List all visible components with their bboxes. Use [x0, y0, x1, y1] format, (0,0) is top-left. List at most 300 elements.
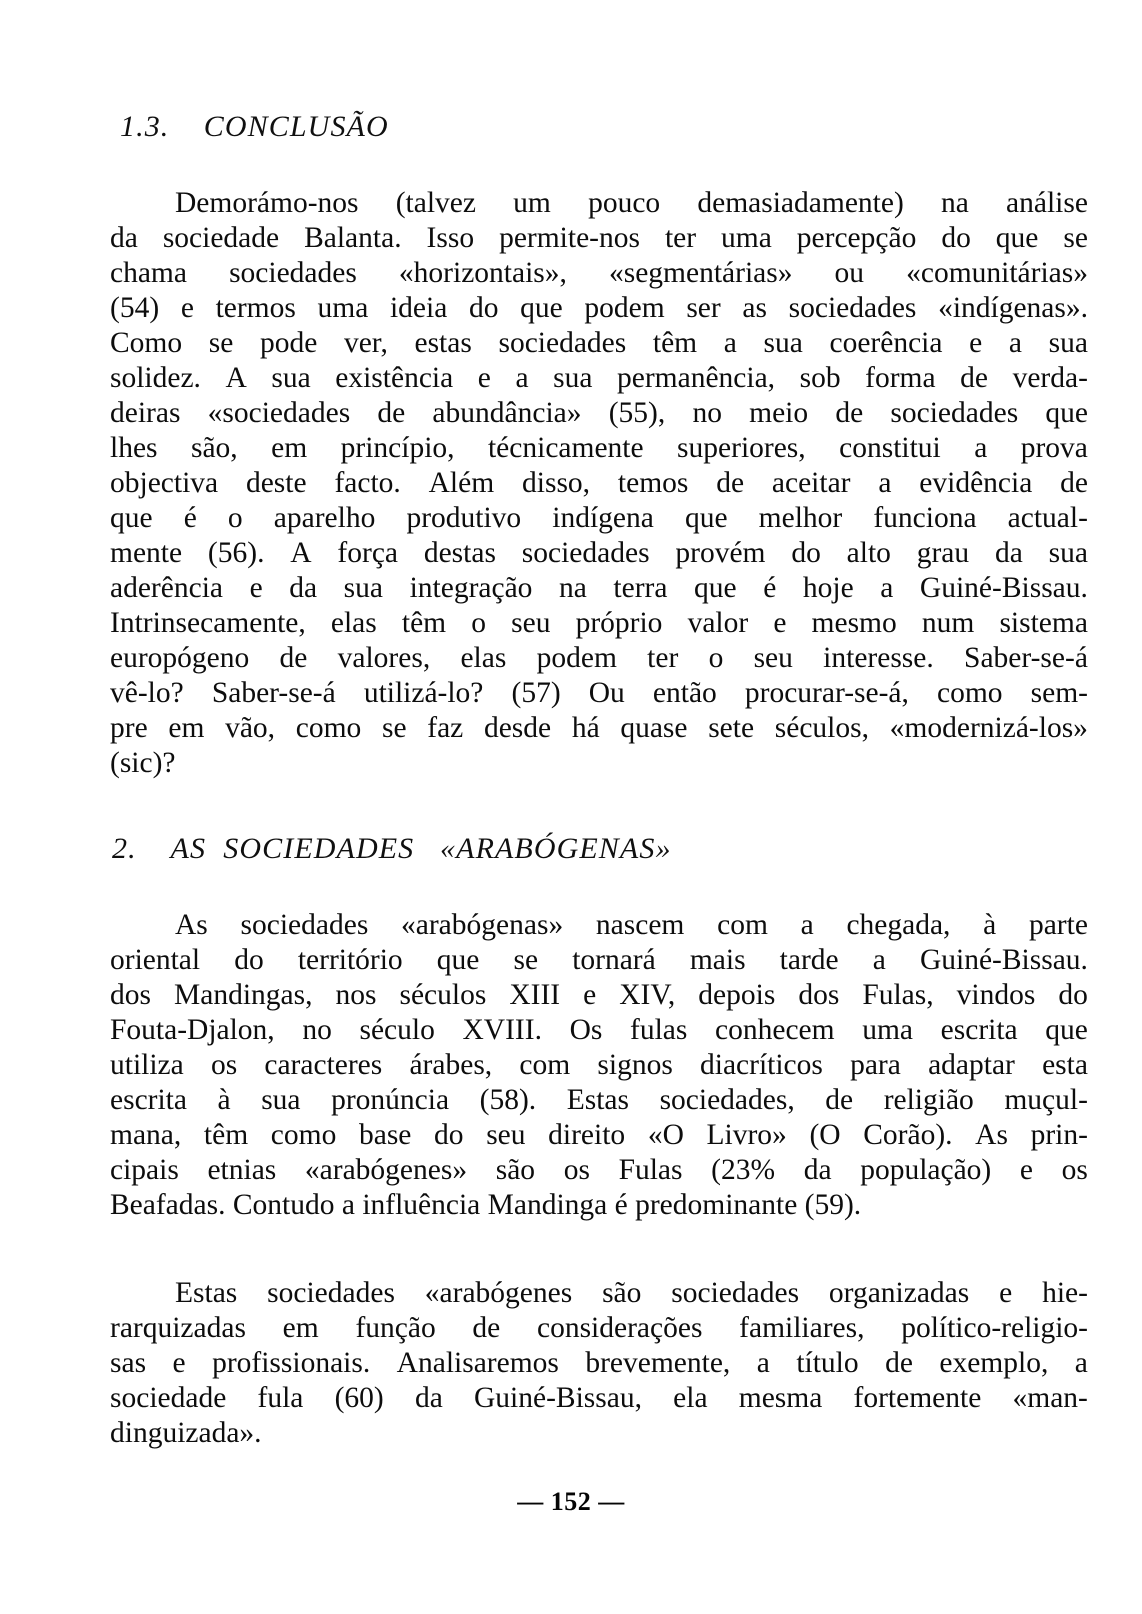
text-word: pre — [110, 712, 148, 744]
text-word: sob — [799, 362, 841, 394]
text-word: na — [940, 187, 969, 219]
text-word: como — [937, 677, 1003, 709]
text-word: utiliza — [110, 1049, 184, 1081]
text-word: Estas — [175, 1277, 238, 1309]
text-word: parte — [1028, 909, 1088, 941]
text-word: que — [694, 572, 737, 604]
text-word: hoje — [802, 572, 854, 604]
text-word: Isso — [426, 222, 475, 254]
text-word: aparelho — [273, 502, 376, 534]
text-word: técnicamente — [487, 432, 644, 464]
text-word: sete — [708, 712, 755, 744]
text-word: e — [773, 607, 787, 639]
text-word: destas — [423, 537, 496, 569]
text-line — [110, 606, 1088, 641]
text-word: Guiné-Bissau, — [474, 1382, 642, 1414]
text-word: e — [969, 327, 983, 359]
text-word: quase — [620, 712, 688, 744]
text-word: mesmo — [811, 607, 897, 639]
text-word: a — [880, 572, 894, 604]
text-word: hie- — [1042, 1277, 1088, 1309]
text-word: base — [358, 1119, 412, 1151]
text-word: século — [359, 1014, 435, 1046]
text-word: da — [994, 537, 1023, 569]
text-word: têm — [401, 607, 447, 639]
text-word: no — [692, 397, 722, 429]
text-word: de — [1060, 467, 1088, 499]
text-word: «O — [647, 1119, 684, 1151]
text-word: mana, — [110, 1119, 182, 1151]
text-word: indígena — [552, 502, 654, 534]
text-line — [110, 1118, 1088, 1153]
text-word: A — [290, 537, 312, 569]
text-word: como — [295, 712, 362, 744]
text-word: utilizá-lo? — [363, 677, 484, 709]
text-word: vindos — [956, 979, 1036, 1011]
text-word: valores, — [337, 642, 431, 674]
text-word: Fouta-Djalon, — [110, 1014, 275, 1046]
text-word: de — [960, 362, 988, 394]
text-word: Mandingas, — [174, 979, 313, 1011]
text-word: caracteres — [264, 1049, 383, 1081]
text-word: elas — [330, 607, 377, 639]
text-word: «sociedades — [207, 397, 351, 429]
text-word: pode — [259, 327, 318, 359]
text-line — [110, 1083, 1088, 1118]
text-word: em — [282, 1312, 319, 1344]
text-word: séculos — [399, 979, 487, 1011]
text-word: Fulas — [618, 1154, 683, 1186]
text-word: território — [297, 944, 403, 976]
text-word: ela — [673, 1382, 708, 1414]
text-word: permite-nos — [499, 222, 640, 254]
text-word: sua — [1048, 537, 1088, 569]
text-word: nascem — [595, 909, 685, 941]
text-word: (57) — [511, 677, 561, 709]
text-word: cipais — [110, 1154, 179, 1186]
text-word: que — [684, 502, 728, 534]
text-word: termos — [215, 292, 296, 324]
text-word: a — [756, 1347, 770, 1379]
text-word: terra — [613, 572, 668, 604]
text-word: deiras — [110, 397, 181, 429]
text-word: são — [602, 1277, 642, 1309]
text-word: signos — [597, 1049, 673, 1081]
text-word: funciona — [873, 502, 977, 534]
text-word: fortemente — [853, 1382, 982, 1414]
text-word: «segmentárias» — [608, 257, 793, 289]
text-word: mente — [110, 537, 183, 569]
text-word: XVIII. — [462, 1014, 542, 1046]
text-line — [110, 711, 1088, 746]
text-word: Guiné-Bissau. — [919, 944, 1088, 976]
text-word: diacríticos — [700, 1049, 823, 1081]
text-word: e — [1019, 1154, 1033, 1186]
text-word: sociedade — [110, 1382, 227, 1414]
text-word: próprio — [575, 607, 663, 639]
text-word: Analisaremos — [396, 1347, 559, 1379]
text-word: que — [110, 502, 153, 534]
text-word: sua — [343, 572, 383, 604]
text-word: forma — [865, 362, 936, 394]
text-word: alto — [846, 537, 891, 569]
text-word: depois — [698, 979, 776, 1011]
text-word: «comunitárias» — [906, 257, 1088, 289]
text-word: religião — [883, 1084, 974, 1116]
text-word: ser — [686, 292, 721, 324]
text-word: em — [271, 432, 308, 464]
text-word: que — [436, 944, 480, 976]
text-word: rarquizadas — [110, 1312, 246, 1344]
text-word: permanência, — [616, 362, 776, 394]
text-word: (60) — [334, 1382, 384, 1414]
text-word: dos — [110, 979, 151, 1011]
text-word: chama — [110, 257, 187, 289]
text-word: sociedades — [229, 257, 357, 289]
text-word: As — [975, 1119, 1008, 1151]
text-word: objectiva — [110, 467, 219, 499]
text-word: e — [583, 979, 597, 1011]
text-line — [110, 641, 1088, 676]
text-line — [110, 326, 1088, 361]
text-word: o — [708, 642, 724, 674]
text-line — [110, 396, 1088, 431]
text-word: ter — [664, 222, 697, 254]
text-word: «indígenas». — [938, 292, 1088, 324]
text-word: considerações — [536, 1312, 703, 1344]
text-word: «arabógenes — [424, 1277, 573, 1309]
text-word: prin- — [1030, 1119, 1088, 1151]
text-line — [110, 291, 1088, 326]
text-word: de — [377, 397, 406, 429]
text-word: europógeno — [110, 642, 250, 674]
text-word: princípio, — [340, 432, 455, 464]
text-word: no — [302, 1014, 332, 1046]
text-word: a — [974, 432, 988, 464]
text-word: prova — [1020, 432, 1088, 464]
text-line — [110, 221, 1088, 256]
text-word: a — [1074, 1347, 1088, 1379]
text-word: «arabógenas» — [401, 909, 564, 941]
text-word: brevemente, — [585, 1347, 731, 1379]
text-line — [110, 1311, 1088, 1346]
text-word: a — [878, 467, 892, 499]
text-word: pouco — [588, 187, 661, 219]
text-word: a — [1008, 327, 1022, 359]
text-word: familiares, — [739, 1312, 865, 1344]
text-word: análise — [1006, 187, 1088, 219]
text-word: para — [850, 1049, 901, 1081]
text-word: facto. — [334, 467, 401, 499]
text-word: uma — [317, 292, 369, 324]
text-word: sua — [1048, 327, 1088, 359]
text-word: então — [652, 677, 717, 709]
text-word: Corão). — [863, 1119, 953, 1151]
text-word: Saber-se-á — [964, 642, 1088, 674]
text-word: oriental — [110, 944, 201, 976]
text-word: verda- — [1012, 362, 1088, 394]
body-paragraph-2 — [110, 908, 1088, 1223]
text-word: melhor — [758, 502, 843, 534]
text-word: sociedades — [671, 1277, 800, 1309]
text-word: é — [183, 502, 197, 534]
text-line — [110, 978, 1088, 1013]
text-line — [175, 186, 1088, 221]
body-paragraph-3 — [110, 1276, 1088, 1451]
text-word: conhecem — [715, 1014, 835, 1046]
text-word: de — [885, 1347, 913, 1379]
text-word: A — [225, 362, 247, 394]
text-line — [110, 501, 1088, 536]
text-word: e — [249, 572, 263, 604]
text-word: ou — [834, 257, 865, 289]
text-line — [110, 256, 1088, 291]
text-word: seu — [511, 607, 551, 639]
text-word: aderência — [110, 572, 223, 604]
text-word: do — [791, 537, 821, 569]
text-word: elas — [460, 642, 507, 674]
text-word: fula — [257, 1382, 304, 1414]
text-line — [110, 1013, 1088, 1048]
text-word: valor — [687, 607, 749, 639]
text-word: o — [227, 502, 243, 534]
text-word: organizadas — [828, 1277, 970, 1309]
text-word: «arabógenes» — [304, 1154, 468, 1186]
text-word: existência — [335, 362, 454, 394]
text-word: que — [995, 222, 1039, 254]
text-word: população) — [860, 1154, 992, 1186]
text-word: se — [513, 944, 539, 976]
text-word: da — [110, 222, 138, 254]
text-word: da — [414, 1382, 443, 1414]
text-word: com — [519, 1049, 571, 1081]
text-word: seu — [486, 1119, 526, 1151]
text-word: se — [208, 327, 234, 359]
text-line — [110, 536, 1088, 571]
text-word: esta — [1042, 1049, 1088, 1081]
text-word: lhes — [110, 432, 158, 464]
text-word: do — [1058, 979, 1088, 1011]
text-word: Como — [110, 327, 183, 359]
text-word: pronúncia — [331, 1084, 450, 1116]
text-word: do — [434, 1119, 464, 1151]
text-word: integração — [409, 572, 533, 604]
text-word: nos — [335, 979, 377, 1011]
text-line — [110, 1048, 1088, 1083]
text-word: o — [471, 607, 487, 639]
text-word: estas — [414, 327, 472, 359]
text-word: e — [999, 1277, 1013, 1309]
text-word: seu — [753, 642, 793, 674]
text-line: Beafadas. Contudo a influência Mandinga é predominante (59). — [110, 1189, 862, 1221]
text-word: direito — [548, 1119, 626, 1151]
text-word: (O — [809, 1119, 841, 1151]
text-word: (talvez — [395, 187, 476, 219]
text-word: do — [234, 944, 264, 976]
page-number-footer: — 152 — — [517, 1487, 625, 1516]
text-word: é — [763, 572, 777, 604]
text-word: a — [872, 944, 886, 976]
text-word: uma — [862, 1014, 914, 1046]
text-word: a — [515, 362, 529, 394]
text-word: tornará — [572, 944, 656, 976]
text-word: árabes, — [409, 1049, 493, 1081]
text-word: a — [800, 909, 814, 941]
text-word: sua — [271, 362, 311, 394]
text-word: profissionais. — [212, 1347, 371, 1379]
text-word: ter — [647, 642, 679, 674]
text-line — [110, 431, 1088, 466]
text-line — [175, 908, 1088, 943]
text-word: Estas — [566, 1084, 629, 1116]
text-word: meio — [749, 397, 809, 429]
text-word: sociedades — [521, 537, 650, 569]
text-word: desde — [483, 712, 552, 744]
text-word: podem — [536, 642, 617, 674]
text-word: do — [468, 292, 499, 324]
text-line — [110, 1153, 1088, 1188]
text-word: à — [217, 1084, 231, 1116]
text-word: muçul- — [1004, 1084, 1088, 1116]
text-word: (58). — [479, 1084, 537, 1116]
text-word: Intrinsecamente, — [110, 607, 306, 639]
text-word: XIII — [509, 979, 561, 1011]
section-heading-2: 2. AS SOCIEDADES «ARABÓGENAS» — [112, 832, 672, 865]
text-word: um — [513, 187, 551, 219]
text-word: deste — [245, 467, 307, 499]
text-word: temos — [617, 467, 689, 499]
text-word: na — [559, 572, 587, 604]
text-line — [110, 676, 1088, 711]
text-word: provém — [675, 537, 766, 569]
text-word: têm — [203, 1119, 249, 1151]
text-word: sociedades, — [659, 1084, 795, 1116]
text-word: vão, — [225, 712, 276, 744]
text-word: sas — [110, 1347, 147, 1379]
text-word: mais — [689, 944, 746, 976]
text-word: vê-lo? — [110, 677, 184, 709]
section-heading-1-3: 1.3. CONCLUSÃO — [120, 110, 389, 143]
text-word: são, — [190, 432, 238, 464]
text-word: solidez. — [110, 362, 201, 394]
text-word: percepção — [796, 222, 917, 254]
text-line — [175, 1276, 1088, 1311]
text-word: grau — [916, 537, 970, 569]
text-word: e — [477, 362, 491, 394]
text-word: «man- — [1012, 1382, 1088, 1414]
text-word: adaptar — [928, 1049, 1015, 1081]
text-word: sociedade — [162, 222, 280, 254]
text-word: etnias — [207, 1154, 277, 1186]
text-word: força — [337, 537, 399, 569]
text-word: Demorámo-nos — [175, 187, 359, 219]
text-line — [110, 1381, 1088, 1416]
text-line — [110, 571, 1088, 606]
text-word: ideia — [389, 292, 448, 324]
text-word: os — [563, 1154, 590, 1186]
text-word: em — [168, 712, 205, 744]
text-word: de — [825, 1084, 854, 1116]
text-word: sua — [553, 362, 593, 394]
text-word: da — [803, 1154, 832, 1186]
text-word: sociedades — [788, 292, 917, 324]
text-word: escrita — [940, 1014, 1018, 1046]
text-word: de — [472, 1312, 501, 1344]
text-word: procurar-se-á, — [744, 677, 909, 709]
text-word: disso, — [522, 467, 591, 499]
text-word: As — [175, 909, 208, 941]
text-word: (56). — [207, 537, 265, 569]
text-word: «horizontais», — [398, 257, 567, 289]
text-line — [110, 943, 1088, 978]
text-word: e — [180, 292, 194, 324]
text-word: os — [210, 1049, 238, 1081]
text-word: Guiné-Bissau. — [919, 572, 1088, 604]
text-line: dinguizada». — [110, 1417, 262, 1449]
text-word: faz — [427, 712, 464, 744]
text-word: (54) — [110, 292, 160, 324]
text-word: que — [520, 292, 563, 324]
text-word: produtivo — [406, 502, 522, 534]
text-word: sociedades — [267, 1277, 395, 1309]
text-word: num — [921, 607, 975, 639]
text-line — [110, 361, 1088, 396]
text-word: sistema — [999, 607, 1088, 639]
text-word: se — [381, 712, 407, 744]
text-word: demasiadamente) — [697, 187, 904, 219]
text-word: são — [495, 1154, 536, 1186]
text-word: abundância» — [432, 397, 582, 429]
text-word: aceitar — [771, 467, 851, 499]
text-line: (sic)? — [110, 747, 176, 779]
text-word: da — [289, 572, 318, 604]
text-word: as — [742, 292, 767, 324]
text-word: Saber-se-á — [211, 677, 336, 709]
text-word: coerência — [829, 327, 943, 359]
text-word: a — [723, 327, 737, 359]
text-word: político-religio- — [901, 1312, 1088, 1344]
text-line — [110, 1346, 1088, 1381]
text-word: mesma — [738, 1382, 823, 1414]
text-word: escrita — [110, 1084, 187, 1116]
text-word: há — [571, 712, 600, 744]
text-word: e — [172, 1347, 186, 1379]
text-word: Balanta. — [304, 222, 402, 254]
text-word: sociedades — [890, 397, 1019, 429]
text-word: (55), — [608, 397, 666, 429]
text-word: dos — [798, 979, 840, 1011]
text-word: de — [279, 642, 308, 674]
text-word: Fulas, — [862, 979, 934, 1011]
text-word: tarde — [779, 944, 839, 976]
text-word: Livro» — [706, 1119, 787, 1151]
text-word: como — [270, 1119, 337, 1151]
text-word: título — [796, 1347, 859, 1379]
text-word: superiores, — [677, 432, 806, 464]
text-line — [110, 466, 1088, 501]
text-word: «modernizá-los» — [889, 712, 1088, 744]
text-word: que — [1045, 1014, 1088, 1046]
text-word: sociedades — [240, 909, 369, 941]
text-word: sua — [763, 327, 803, 359]
text-word: podem — [584, 292, 665, 324]
text-word: de — [835, 397, 864, 429]
text-word: chegada, — [846, 909, 951, 941]
text-word: exemplo, — [939, 1347, 1049, 1379]
body-paragraph-1 — [110, 186, 1088, 781]
text-word: têm — [652, 327, 698, 359]
text-word: Ou — [588, 677, 625, 709]
